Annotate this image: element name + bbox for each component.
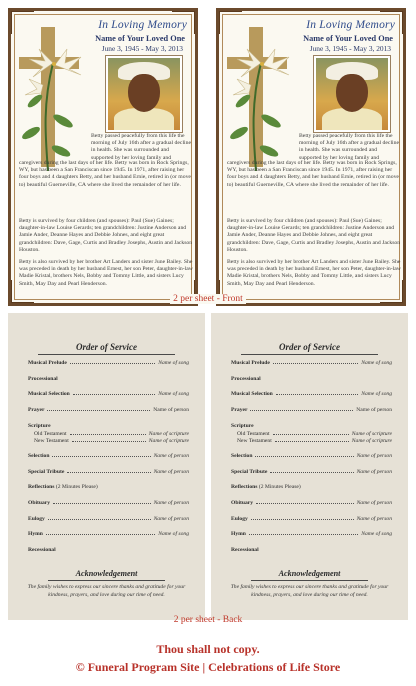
- service-row: New Testament Name of scripture: [34, 438, 189, 444]
- service-row: Hymn Name of song: [28, 531, 189, 537]
- service-row: Prayer Name of person: [28, 407, 189, 413]
- service-row: Reflections (2 Minutes Please): [28, 484, 98, 490]
- obituary-paragraph: Betty passed peacefully from this life the morning of July 16th after a gradual decline in health. She was surrounded and supported by her loving family and: [91, 133, 191, 161]
- service-row: Musical Selection Name of song: [28, 391, 189, 397]
- lily-cross-illustration: [13, 23, 85, 171]
- service-row: Selection Name of person: [28, 453, 189, 459]
- obituary-paragraph: Betty is also survived by her brother Art Landers and sister June Bailey. She was preceded in death by her husband Ernest, her son Peter, daughter-in-law Madie Kristal, brothers Nels, Bobby and Tommy Little, and sisters Lucy Smith, May Day and Pearl Henderson.: [19, 259, 193, 287]
- acknowledgement-text: The family wishes to express our sincere thanks and gratitude for your kindness, prayers, and love during our time of need.: [230, 584, 389, 598]
- service-row: New Testament Name of scripture: [237, 438, 392, 444]
- portrait-photo: [106, 56, 182, 132]
- service-row: Processional: [231, 376, 261, 382]
- front-caption-text: 2 per sheet - Front: [170, 294, 246, 304]
- front-card-left: [8, 8, 198, 306]
- back-card-right: [211, 313, 408, 620]
- service-row: Obituary Name of person: [231, 500, 392, 506]
- service-row: Special Tribute Name of person: [28, 469, 189, 475]
- service-row: Musical Prelude Name of song: [231, 360, 392, 366]
- life-dates: June 3, 1945 - May 3, 2013: [101, 44, 183, 53]
- service-row: Recessional: [28, 547, 56, 553]
- service-row: Obituary Name of person: [28, 500, 189, 506]
- service-row: Prayer Name of person: [231, 407, 392, 413]
- memory-title: In Loving Memory: [98, 19, 187, 31]
- ack-rule: [251, 580, 368, 581]
- service-row: Selection Name of person: [231, 453, 392, 459]
- acknowledgement-text: The family wishes to express our sincere thanks and gratitude for your kindness, prayers, and love during our time of need.: [27, 584, 186, 598]
- obituary-paragraph: caregivers during the last days of her life. Betty was born in Rock Springs, WY, but has been a San Franciscan since 1945. In 1971, after raising her four boys and 4 daughters Betty, and her husband Ernie, retired in (or move to) beautiful Guerneville, CA where she lived the remainder of her life.: [19, 160, 191, 188]
- service-row: Hymn Name of song: [231, 531, 392, 537]
- obituary-paragraph: caregivers during the last days of her life. Betty was born in Rock Springs, WY, but has been a San Franciscan since 1945. In 1971, after raising her four boys and 4 daughters Betty, and her husband Ernie, retired in (or move to) beautiful Guerneville, CA where she lived the remainder of her life.: [227, 160, 399, 188]
- copyright-notice: © Funeral Program Site | Celebrations of Life Store: [75, 660, 341, 674]
- back-card-left: [8, 313, 205, 620]
- order-of-service-title: Order of Service: [76, 342, 137, 352]
- copy-warning: Thou shall not copy.: [156, 642, 260, 656]
- obituary-paragraph: Betty is survived by four children (and spouses): Paul (Sue) Gaines; daughter-in-law Louise Gerards; ten grandchildren: Justine Anderson and Jamie Ander, Deanne Hayes and Debbie Johnes, and eight great grandchildren: Dave, Gage, Curtis and Bradley Josephs, Austin and Jackson Houston.: [19, 218, 193, 253]
- front-caption: [0, 294, 416, 304]
- service-row: Scripture: [28, 423, 51, 429]
- life-dates: June 3, 1945 - May 3, 2013: [309, 44, 391, 53]
- service-row: Eulogy Name of person: [231, 516, 392, 522]
- order-of-service-title: Order of Service: [279, 342, 340, 352]
- service-row: Musical Prelude Name of song: [28, 360, 189, 366]
- service-row: Special Tribute Name of person: [231, 469, 392, 475]
- service-row: Old Testament Name of scripture: [237, 431, 392, 437]
- lily-cross-illustration: [221, 23, 293, 171]
- back-caption: 2 per sheet - Back: [173, 615, 243, 625]
- service-row: Musical Selection Name of song: [231, 391, 392, 397]
- service-row: Reflections (2 Minutes Please): [231, 484, 301, 490]
- ack-rule: [48, 580, 165, 581]
- service-row: Recessional: [231, 547, 259, 553]
- service-row: Processional: [28, 376, 58, 382]
- memory-title: In Loving Memory: [306, 19, 395, 31]
- obituary-paragraph: Betty is survived by four children (and spouses): Paul (Sue) Gaines; daughter-in-law Louise Gerards; ten grandchildren: Justine Anderson and Jamie Ander, Deanne Hayes and Debbie Johnes, and eight great grandchildren: Dave, Gage, Curtis and Bradley Josephs, Austin and Jackson Houston.: [227, 218, 401, 253]
- acknowledgement-title: Acknowledgement: [278, 569, 341, 578]
- service-row: Scripture: [231, 423, 254, 429]
- obituary-paragraph: Betty passed peacefully from this life the morning of July 16th after a gradual decline in health. She was surrounded and supported by her loving family and: [299, 133, 399, 161]
- title-rule: [241, 354, 378, 355]
- obituary-paragraph: Betty is also survived by her brother Art Landers and sister June Bailey. She was preceded in death by her husband Ernest, her son Peter, daughter-in-law Madie Kristal, brothers Nels, Bobby and Tommy Little, and sisters Lucy Smith, May Day and Pearl Henderson.: [227, 259, 401, 287]
- title-rule: [38, 354, 175, 355]
- acknowledgement-title: Acknowledgement: [75, 569, 138, 578]
- loved-one-name: Name of Your Loved One: [303, 34, 393, 43]
- front-card-right: [216, 8, 406, 306]
- service-row: Old Testament Name of scripture: [34, 431, 189, 437]
- loved-one-name: Name of Your Loved One: [95, 34, 185, 43]
- portrait-photo: [314, 56, 390, 132]
- service-row: Eulogy Name of person: [28, 516, 189, 522]
